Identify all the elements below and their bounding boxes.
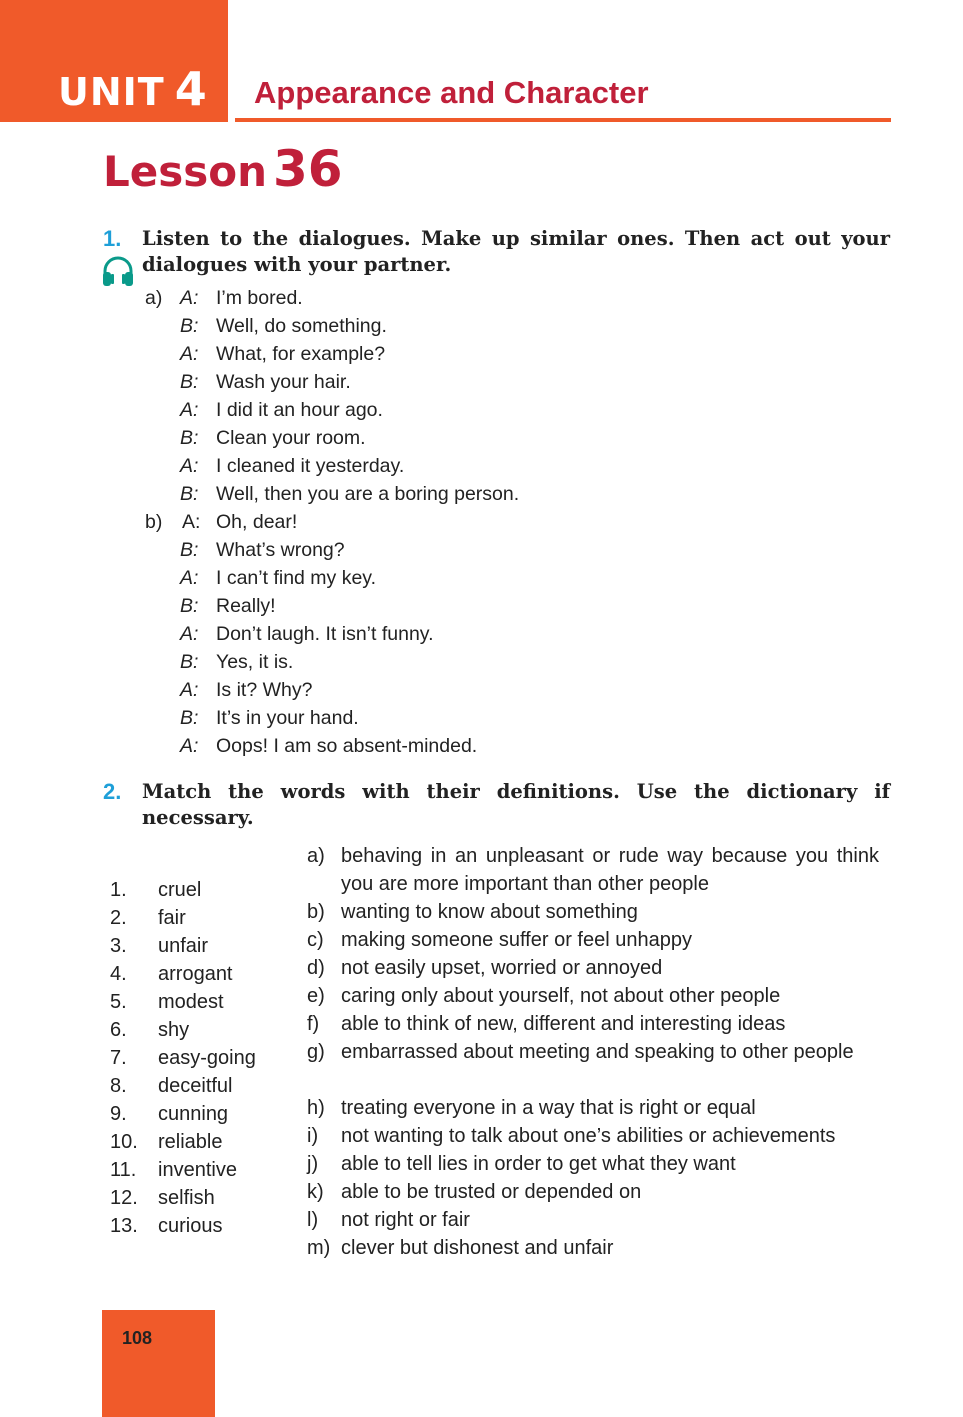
word-text: easy-going [158, 1047, 256, 1069]
word-number: 7. [110, 1047, 127, 1069]
word-number: 1. [110, 879, 127, 901]
definition-letter: l) [307, 1209, 319, 1231]
word-item [0, 932, 300, 960]
dialogue-text: It’s in your hand. [216, 707, 359, 729]
task-2-number: 2. [103, 779, 122, 804]
dialogue-line [0, 704, 963, 732]
word-item [0, 1016, 300, 1044]
dialogue-text: Is it? Why? [216, 679, 313, 701]
dialogue-text: I cleaned it yesterday. [216, 455, 405, 477]
lesson-number: 36 [273, 140, 343, 198]
word-item [0, 1212, 300, 1240]
definition-letter: m) [307, 1237, 331, 1259]
dialogue-line [0, 564, 963, 592]
dialogue-speaker: B: [180, 427, 199, 449]
word-number: 3. [110, 935, 127, 957]
dialogue-speaker: B: [180, 595, 199, 617]
dialogue-speaker: B: [180, 371, 199, 393]
dialogue-line [0, 340, 963, 368]
dialogue-line [0, 368, 963, 396]
dialogue-line [0, 676, 963, 704]
word-text: cruel [158, 879, 202, 901]
word-number: 12. [110, 1187, 138, 1209]
task-2-instruction: Match the words with their definitions. Use the dictionary if necessary. [142, 780, 890, 829]
definition-letter: i) [307, 1125, 319, 1147]
word-text: modest [158, 991, 224, 1013]
lesson-label: Lesson [103, 147, 268, 196]
definition-text: not wanting to talk about one’s abilities or achievements [341, 1125, 836, 1147]
dialogue-text: Well, do something. [216, 315, 387, 337]
word-item [0, 1044, 300, 1072]
definition-letter: g) [307, 1041, 325, 1063]
word-number: 8. [110, 1075, 127, 1097]
dialogue-line [0, 592, 963, 620]
dialogue-speaker: B: [180, 707, 199, 729]
dialogue-letter: b) [145, 511, 163, 533]
dialogue-speaker: B: [180, 315, 199, 337]
word-number: 11. [110, 1159, 137, 1181]
dialogue-text: I can’t find my key. [216, 567, 377, 589]
definition-text: clever but dishonest and unfair [341, 1237, 614, 1259]
definition-letter: h) [307, 1097, 325, 1119]
dialogue-speaker: A: [180, 623, 199, 645]
dialogue-line [0, 312, 963, 340]
dialogue-speaker: A: [180, 399, 199, 421]
word-number: 6. [110, 1019, 127, 1041]
unit-title: Appearance and Character [254, 75, 649, 110]
word-item [0, 1128, 300, 1156]
word-text: reliable [158, 1131, 223, 1153]
dialogue-line [0, 284, 963, 312]
dialogue-line [0, 648, 963, 676]
dialogue-speaker: B: [180, 483, 199, 505]
unit-label [58, 62, 208, 116]
dialogue-text: What, for example? [216, 343, 386, 365]
word-text: fair [158, 907, 186, 929]
definition-text: not right or fair [341, 1209, 470, 1231]
word-text: cunning [158, 1103, 229, 1125]
word-item [0, 1156, 300, 1184]
word-text: selfish [158, 1187, 215, 1209]
dialogue-speaker: A: [180, 679, 199, 701]
dialogue-text: Well, then you are a boring person. [216, 483, 520, 505]
definition-letter: e) [307, 985, 325, 1007]
dialogue-speaker: A: [180, 735, 199, 757]
dialogue-text: Wash your hair. [216, 371, 351, 393]
definition-text: treating everyone in a way that is right or equal [341, 1097, 756, 1119]
headphones-icon [101, 255, 135, 287]
word-item [0, 988, 300, 1016]
dialogue-line [0, 620, 963, 648]
unit-number: 4 [174, 62, 208, 116]
definition-text: embarrassed about meeting and speaking to other people [341, 1041, 854, 1063]
definition-text: wanting to know about something [341, 901, 638, 923]
definition-text: able to tell lies in order to get what they want [341, 1153, 736, 1175]
dialogue-speaker: B: [180, 539, 199, 561]
dialogue-text: Oops! I am so absent-minded. [216, 735, 478, 757]
word-item [0, 1184, 300, 1212]
dialogue-text: What’s wrong? [216, 539, 345, 561]
unit-word: UNIT [58, 70, 165, 114]
dialogue-text: Yes, it is. [216, 651, 294, 673]
dialogue-speaker: B: [180, 651, 199, 673]
dialogue-line [0, 452, 963, 480]
word-number: 13. [110, 1215, 138, 1237]
word-number: 5. [110, 991, 127, 1013]
word-number: 2. [110, 907, 127, 929]
dialogue-text: Really! [216, 595, 276, 617]
dialogue-line [0, 396, 963, 424]
lesson-heading [103, 140, 343, 198]
definition-letter: c) [307, 929, 324, 951]
dialogue-text: Clean your room. [216, 427, 366, 449]
definition-text: able to be trusted or depended on [341, 1181, 642, 1203]
word-item [0, 1072, 300, 1100]
dialogue-line [0, 732, 963, 760]
word-item [0, 876, 300, 904]
dialogue-line [0, 424, 963, 452]
word-item [0, 960, 300, 988]
dialogue-speaker: A: [180, 567, 199, 589]
dialogue-line [0, 508, 963, 536]
definition-text: caring only about yourself, not about other people [341, 985, 781, 1007]
dialogue-speaker: A: [180, 455, 199, 477]
word-text: shy [158, 1019, 190, 1041]
dialogue-text: Don’t laugh. It isn’t funny. [216, 623, 434, 645]
word-text: curious [158, 1215, 223, 1237]
dialogue-letter: a) [145, 287, 163, 309]
word-text: arrogant [158, 963, 233, 985]
task-1-number: 1. [103, 226, 122, 251]
definition-letter: j) [307, 1153, 319, 1175]
task-1-instruction: Listen to the dialogues. Make up similar ones. Then act out your dialogues with your partner. [142, 227, 890, 276]
definition-text: making someone suffer or feel unhappy [341, 929, 692, 951]
dialogue-speaker: A: [180, 287, 199, 309]
definition-letter: a) [307, 845, 325, 867]
definition-letter: d) [307, 957, 325, 979]
definition-letter: k) [307, 1181, 324, 1203]
dialogue-speaker: A: [182, 511, 201, 533]
word-text: unfair [158, 935, 209, 957]
word-text: inventive [158, 1159, 237, 1181]
page-number-tab [102, 1310, 215, 1417]
word-item [0, 904, 300, 932]
dialogue-text: I did it an hour ago. [216, 399, 383, 421]
page-number: 108 [122, 1328, 153, 1348]
dialogue-text: I’m bored. [216, 287, 303, 309]
dialogue-line [0, 536, 963, 564]
definition-text: behaving in an unpleasant or rude way because you think you are more important than other people [341, 845, 879, 895]
dialogue-speaker: A: [180, 343, 199, 365]
dialogue-line [0, 480, 963, 508]
definition-letter: f) [307, 1013, 320, 1035]
definition-letter: b) [307, 901, 325, 923]
unit-title-underline [235, 118, 891, 122]
word-number: 4. [110, 963, 127, 985]
word-item [0, 1100, 300, 1128]
definition-text: able to think of new, different and interesting ideas [341, 1013, 786, 1035]
word-number: 10. [110, 1131, 138, 1153]
definition-text: not easily upset, worried or annoyed [341, 957, 663, 979]
dialogue-text: Oh, dear! [216, 511, 298, 533]
word-text: deceitful [158, 1075, 233, 1097]
word-number: 9. [110, 1103, 127, 1125]
